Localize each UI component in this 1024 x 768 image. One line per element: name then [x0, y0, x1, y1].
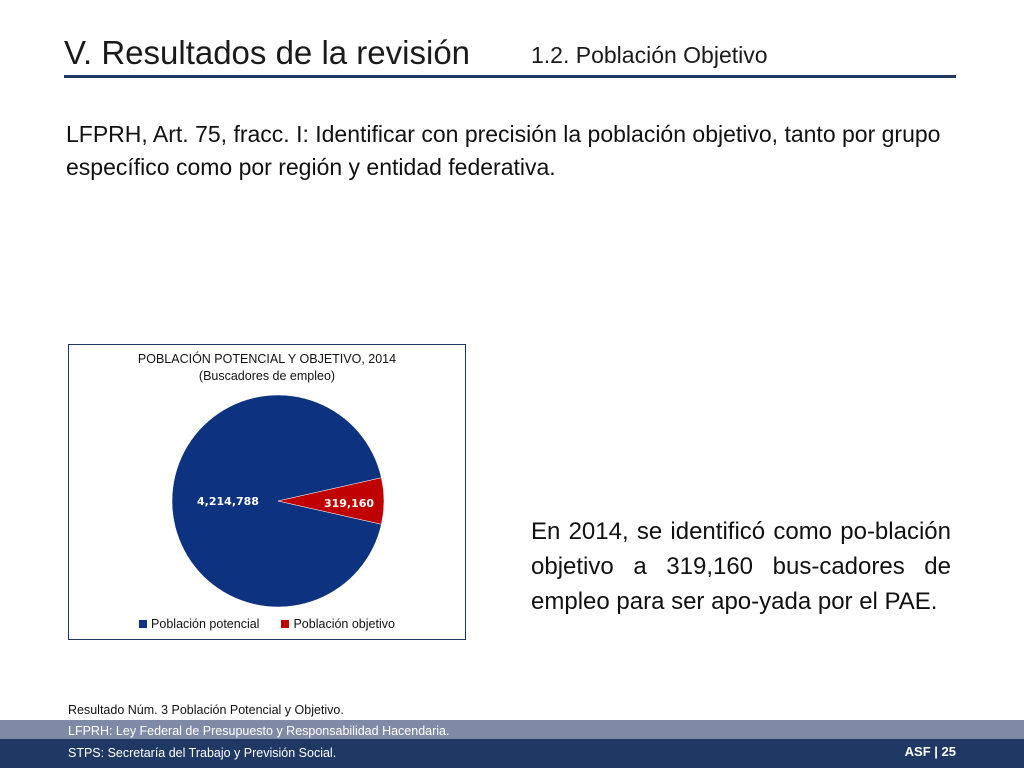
page-title: V. Resultados de la revisión [64, 34, 471, 71]
pie-chart [69, 345, 465, 639]
legend-item-objetivo [281, 617, 394, 631]
page-number: ASF | 25 [904, 744, 956, 759]
pie-chart-panel [68, 344, 466, 640]
result-paragraph: En 2014, se identificó como po-blación objetivo a 319,160 bus-cadores de empleo para ser apo-yada por el PAE. [531, 518, 951, 615]
intro-paragraph: LFPRH, Art. 75, fracc. I: Identificar con precisión la población objetivo, tanto por grupo específico como por región y entidad federativa. [66, 121, 941, 180]
legend-swatch-objetivo [281, 620, 289, 628]
chart-title: POBLACIÓN POTENCIAL Y OBJETIVO, 2014 [137, 352, 397, 366]
legend-swatch-potencial [139, 620, 147, 628]
pie-label-potencial: 4,214,788 [197, 495, 259, 508]
footer-abbrev-lfprh: LFPRH: Ley Federal de Presupuesto y Responsabilidad Hacendaria. [68, 724, 450, 738]
chart-legend [69, 617, 465, 631]
footer-abbrev-stps: STPS: Secretaría del Trabajo y Previsión Social. [68, 746, 337, 760]
pie-label-objetivo: 319,160 [323, 497, 375, 510]
legend-label-objetivo: Población objetivo [293, 617, 395, 631]
result-note: Resultado Núm. 3 Población Potencial y Objetivo. [68, 703, 344, 717]
legend-item-potencial [139, 617, 259, 631]
section-subtitle: 1.2. Población Objetivo [531, 42, 768, 68]
legend-label-potencial: Población potencial [151, 617, 260, 631]
chart-subtitle: (Buscadores de empleo) [198, 369, 336, 383]
title-divider [64, 75, 956, 78]
